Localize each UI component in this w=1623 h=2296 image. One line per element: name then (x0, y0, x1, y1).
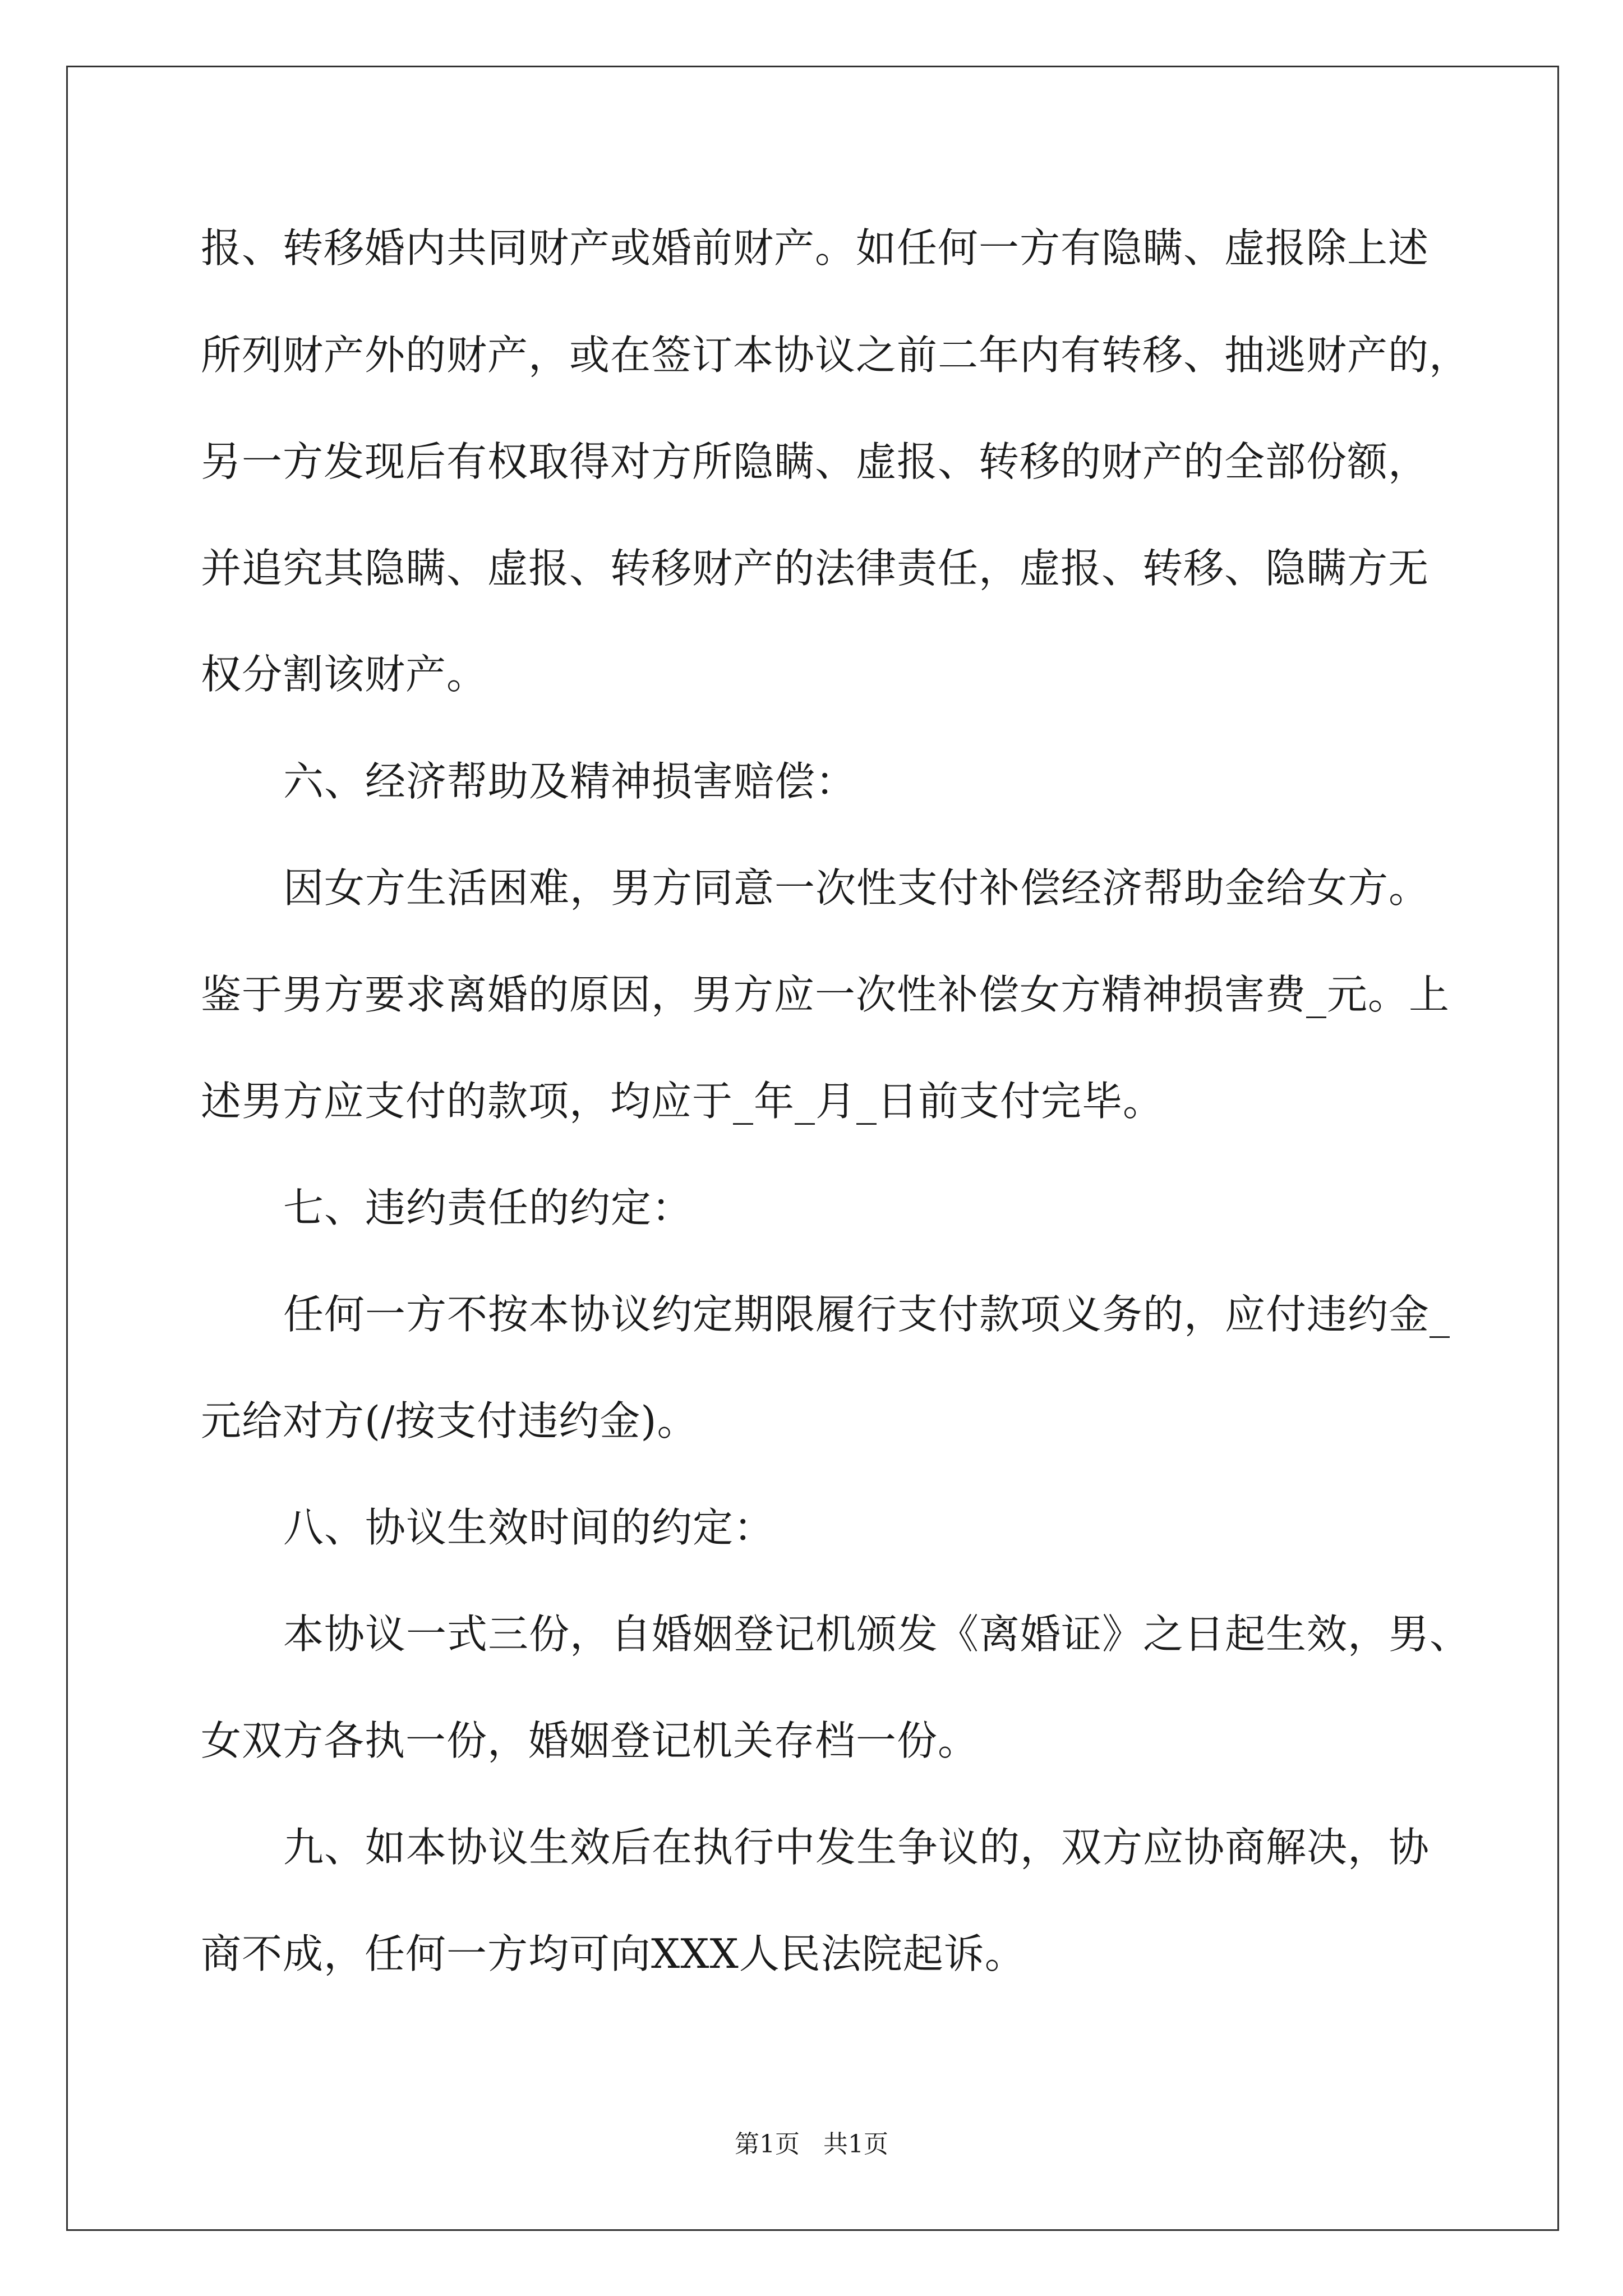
body-text-line: 本协议一式三份，自婚姻登记机颁发《离婚证》之日起生效，男、 (283, 1611, 1471, 1658)
body-text-line: 元给对方(/按支付违约金)。 (201, 1397, 698, 1444)
body-text-line: 任何一方不按本协议约定期限履行支付款项义务的，应付违约金_ (283, 1291, 1451, 1338)
body-text-line: 另一方发现后有权取得对方所隐瞒、虚报、转移的财产的全部份额， (201, 438, 1430, 485)
body-text-line: 述男方应支付的款项，均应于_年_月_日前支付完毕。 (201, 1078, 1164, 1125)
body-text-line: 所列财产外的财产，或在签订本协议之前二年内有转移、抽逃财产的， (201, 332, 1470, 379)
body-text-line: 报、转移婚内共同财产或婚前财产。如任何一方有隐瞒、虚报除上述 (201, 224, 1430, 272)
section-heading-9: 九、如本协议生效后在执行中发生争议的，双方应协商解决，协 (283, 1824, 1430, 1871)
body-text-line: 鉴于男方要求离婚的原因，男方应一次性补偿女方精神损害费_元。上 (201, 971, 1450, 1018)
page-number-footer: 第1页 共1页 (735, 2130, 888, 2159)
body-text-line: 权分割该财产。 (201, 651, 488, 698)
page-border (66, 66, 1559, 2231)
body-text-line: 并追究其隐瞒、虚报、转移财产的法律责任，虚报、转移、隐瞒方无 (201, 545, 1430, 592)
body-text-line: 因女方生活困难，男方同意一次性支付补偿经济帮助金给女方。 (283, 864, 1430, 912)
body-text-line: 女双方各执一份，婚姻登记机关存档一份。 (201, 1717, 979, 1764)
body-text-line: 商不成，任何一方均可向XXX人民法院起诉。 (201, 1930, 1026, 1977)
section-heading-6: 六、经济帮助及精神损害赔偿： (283, 758, 857, 805)
section-heading-8: 八、协议生效时间的约定： (283, 1504, 775, 1551)
section-heading-7: 七、违约责任的约定： (283, 1184, 693, 1231)
